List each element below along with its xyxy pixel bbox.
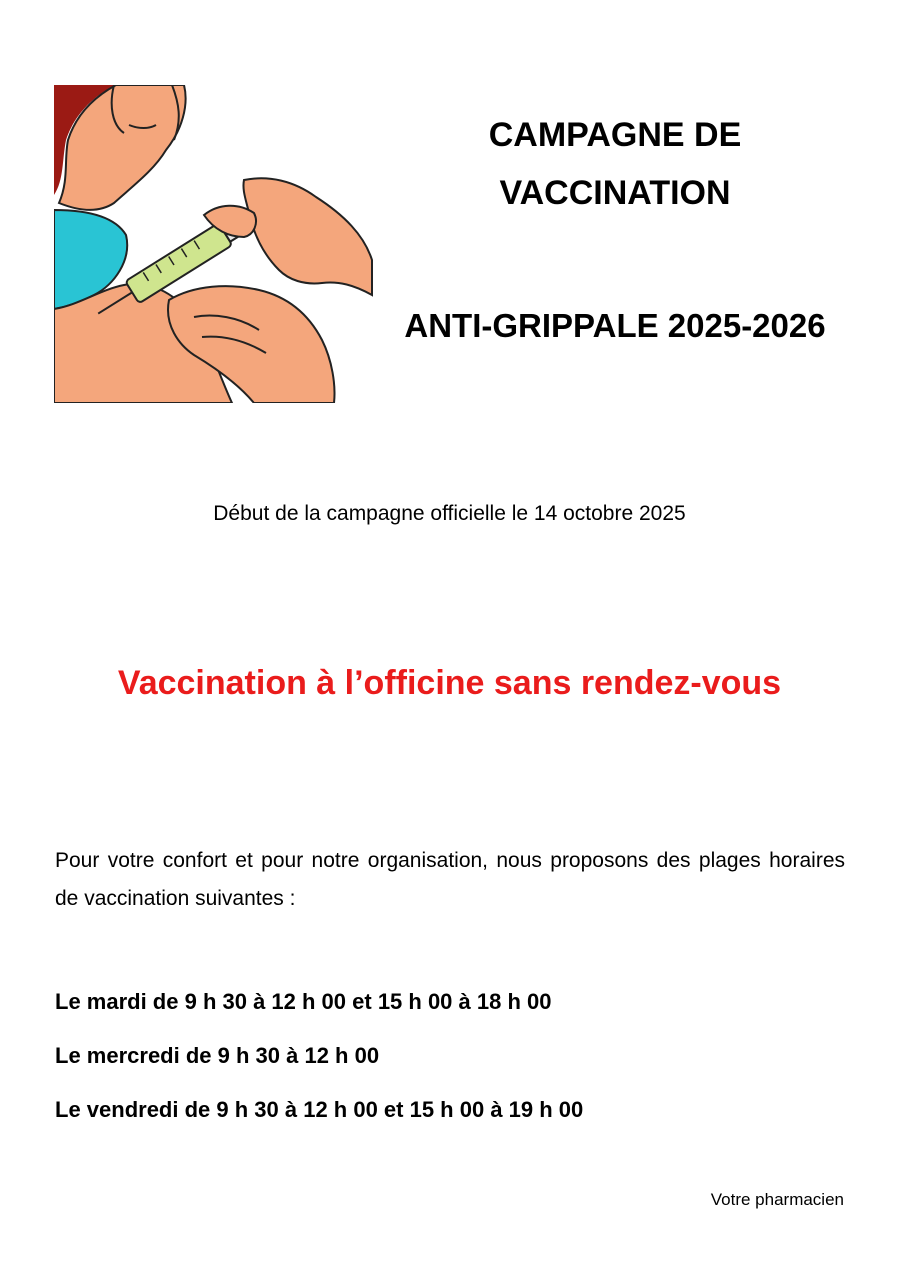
title-line-2: VACCINATION (499, 174, 731, 212)
intro-paragraph: Pour votre confort et pour notre organisation, nous proposons des plages horaires de vaccination suivantes : (55, 849, 845, 910)
schedule-wednesday: Le mercredi de 9 h 30 à 12 h 00 (55, 1043, 380, 1068)
signature: Votre pharmacien (710, 1190, 844, 1209)
title-line-1: CAMPAGNE DE (488, 116, 742, 154)
schedule-friday: Le vendredi de 9 h 30 à 12 h 00 et 15 h 00 à 19 h 00 (55, 1097, 584, 1122)
vaccination-illustration-icon (54, 85, 374, 403)
page-title (400, 106, 830, 222)
schedule-list (55, 985, 855, 1147)
campaign-start-text: Début de la campagne officielle le 14 octobre 2025 (213, 502, 686, 525)
schedule-tuesday: Le mardi de 9 h 30 à 12 h 00 et 15 h 00 à 18 h 00 (55, 989, 552, 1014)
title-line-3: ANTI-GRIPPALE 2025-2026 (404, 307, 826, 344)
walk-in-headline: Vaccination à l’officine sans rendez-vous (117, 664, 782, 702)
